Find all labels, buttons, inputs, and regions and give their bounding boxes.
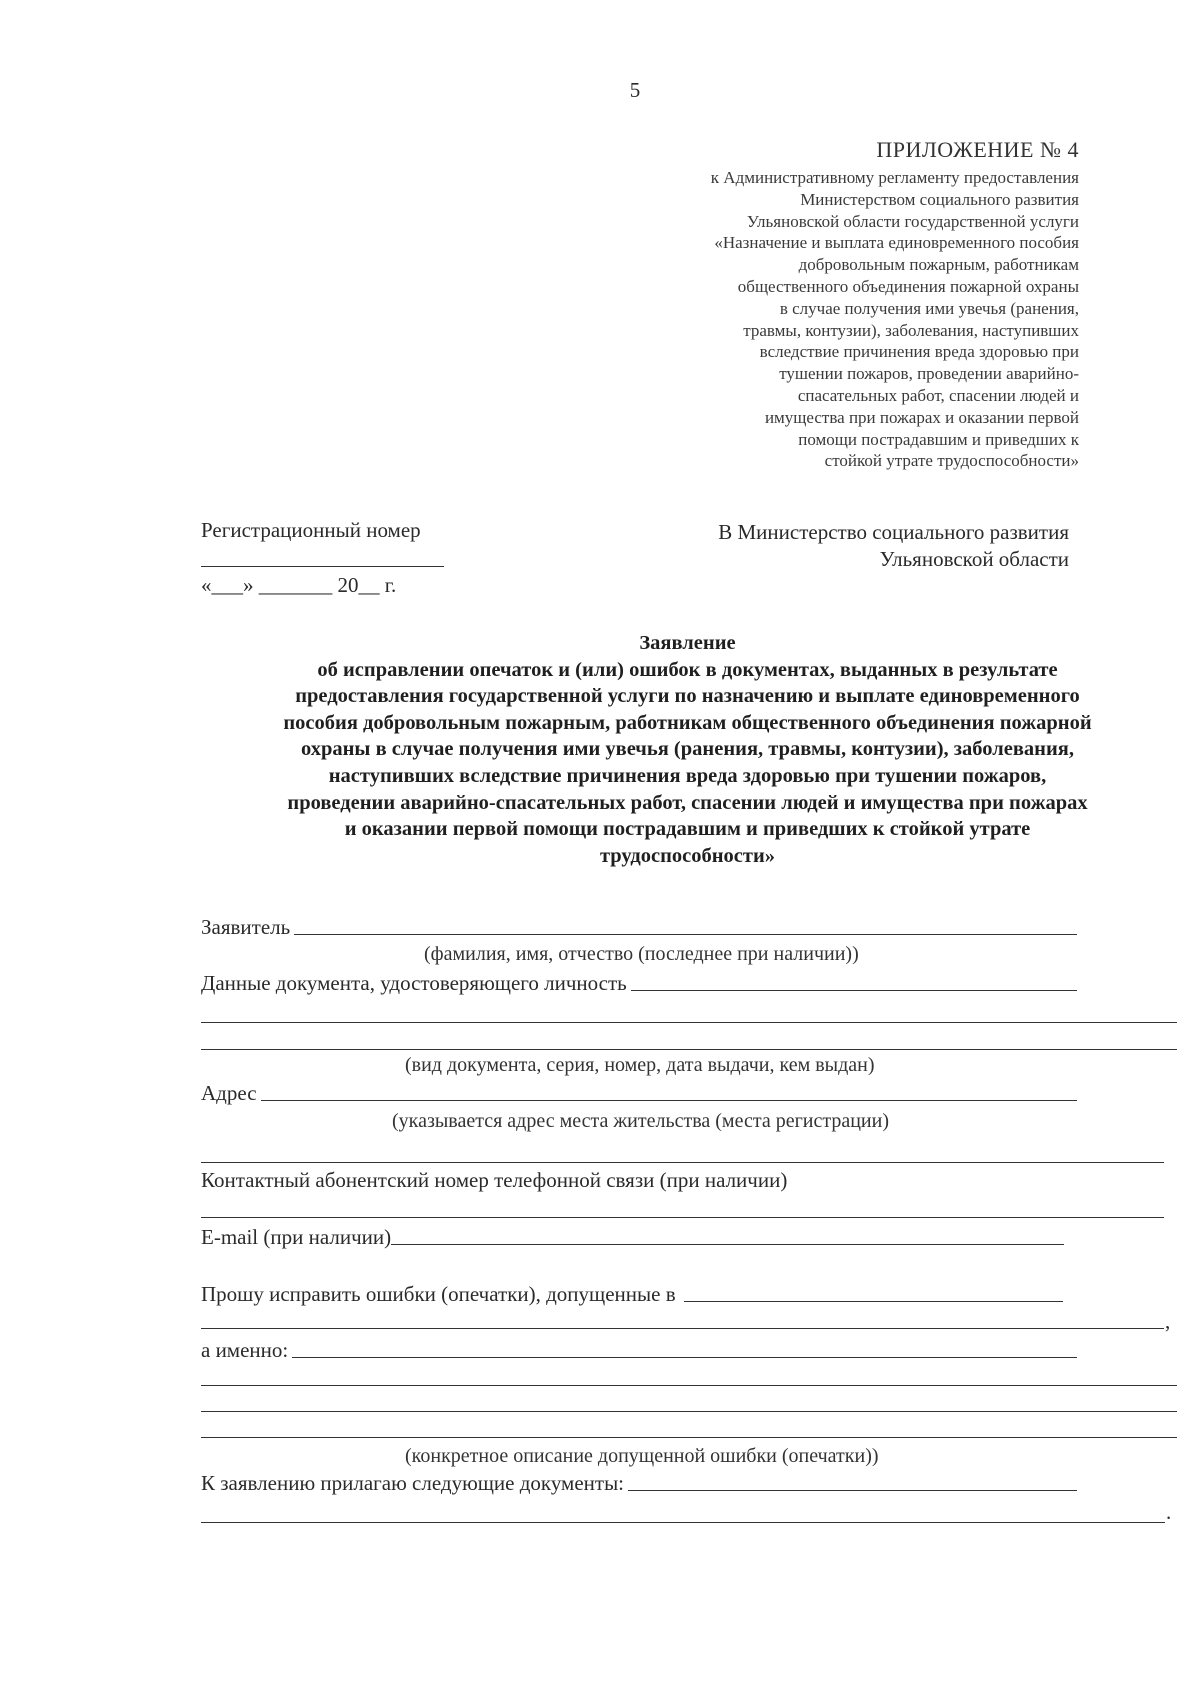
title-line: проведении аварийно-спасательных работ, спасении людей и имущества при пожарах (287, 791, 1088, 814)
error-description-line[interactable] (201, 1385, 1177, 1386)
appendix-line: травмы, контузии), заболевания, наступивших (743, 320, 1079, 340)
appendix-line: общественного объединения пожарной охраны (737, 276, 1079, 296)
namely-label: а именно: (201, 1338, 289, 1362)
appendix-title: ПРИЛОЖЕНИЕ № 4 (876, 137, 1079, 162)
appendix-line: в случае получения ими увечья (ранения, (779, 298, 1079, 318)
namely-row (201, 1335, 1077, 1363)
appendix-line: вследствие причинения вреда здоровью при (759, 342, 1079, 362)
address-hint: (указывается адрес места жительства (места регистрации) (392, 1110, 889, 1132)
appendix-line: добровольным пожарным, работникам (798, 255, 1079, 275)
error-description-line[interactable] (201, 1411, 1177, 1412)
address-field-line[interactable] (201, 1162, 1164, 1163)
period-mark: . (1166, 1500, 1172, 1524)
appendix-line: спасательных работ, спасении людей и (797, 385, 1079, 405)
appendix-line: Ульяновской области государственной услуги (746, 211, 1079, 231)
id-document-field[interactable] (631, 990, 1077, 991)
registration-number-label: Регистрационный номер (201, 518, 421, 542)
appendix-line: «Назначение и выплата единовременного пособия (714, 233, 1079, 253)
namely-field[interactable] (292, 1357, 1077, 1358)
appendix-line: к Административному регламенту предоставления (710, 168, 1079, 187)
title-line: трудоспособности» (599, 844, 776, 867)
title-heading: Заявление (639, 632, 736, 654)
appendix-line: помощи пострадавшим и приведших к (798, 429, 1079, 449)
title-line: пособия добровольным пожарным, работникам общественного объединения пожарной (283, 711, 1092, 734)
attachments-field-line[interactable] (201, 1522, 1165, 1523)
email-field[interactable] (391, 1244, 1064, 1245)
applicant-row (201, 912, 1077, 940)
document-title (200, 630, 1175, 869)
phone-label: Контактный абонентский номер телефонной связи (при наличии) (201, 1168, 788, 1192)
error-description-hint: (конкретное описание допущенной ошибки (опечатки)) (405, 1445, 879, 1467)
attachments-field[interactable] (628, 1490, 1077, 1491)
page-number: 5 (629, 78, 641, 102)
registration-number-field[interactable] (201, 566, 444, 567)
comma-mark: , (1165, 1309, 1171, 1333)
address-label: Адрес (201, 1081, 257, 1105)
fix-request-row (201, 1279, 1063, 1307)
fix-request-field-line[interactable] (201, 1328, 1164, 1329)
error-description-line[interactable] (201, 1437, 1177, 1438)
id-document-hint: (вид документа, серия, номер, дата выдачи, кем выдан) (405, 1054, 875, 1076)
registration-date-field[interactable]: «___» _______ 20__ г. (201, 573, 397, 597)
address-row (201, 1078, 1077, 1106)
id-document-row (201, 968, 1077, 996)
title-line: предоставления государственной услуги по назначению и выплате единовременного (295, 685, 1080, 708)
address-field[interactable] (261, 1100, 1077, 1101)
appendix-line: тушении пожаров, проведении аварийно- (779, 364, 1079, 384)
title-line: и оказании первой помощи пострадавшим и приведших к стойкой утрате (344, 818, 1031, 841)
phone-field[interactable] (201, 1217, 1164, 1218)
phone-row (201, 1165, 1077, 1193)
applicant-field[interactable] (294, 934, 1077, 935)
addressee (718, 519, 1069, 573)
applicant-hint: (фамилия, имя, отчество (последнее при наличии)) (424, 943, 859, 965)
appendix-line: стойкой утрате трудоспособности» (824, 451, 1079, 471)
attachments-label: К заявлению прилагаю следующие документы: (201, 1471, 625, 1495)
attachments-row (201, 1468, 1077, 1496)
fix-request-field[interactable] (684, 1301, 1063, 1302)
id-document-field-line[interactable] (201, 1049, 1177, 1050)
email-row (201, 1222, 1064, 1250)
addressee-line: Ульяновской области (879, 547, 1069, 571)
id-document-field-line[interactable] (201, 1022, 1177, 1023)
appendix-line: Министерством социального развития (800, 189, 1079, 209)
email-label: E-mail (при наличии) (201, 1225, 392, 1249)
title-line: наступивших вследствие причинения вреда здоровью при тушении пожаров, (328, 764, 1047, 787)
applicant-label: Заявитель (201, 915, 291, 939)
appendix-reference (711, 167, 1079, 472)
title-line: охраны в случае получения ими увечья (ранения, травмы, контузии), заболевания, (300, 738, 1074, 761)
addressee-line: В Министерство социального развития (718, 520, 1069, 544)
id-document-label: Данные документа, удостоверяющего личность (201, 971, 627, 995)
appendix-line: имущества при пожарах и оказании первой (764, 407, 1079, 427)
fix-request-label: Прошу исправить ошибки (опечатки), допущенные в (201, 1282, 676, 1306)
title-line: об исправлении опечаток и (или) ошибок в документах, выданных в результате (317, 658, 1058, 681)
